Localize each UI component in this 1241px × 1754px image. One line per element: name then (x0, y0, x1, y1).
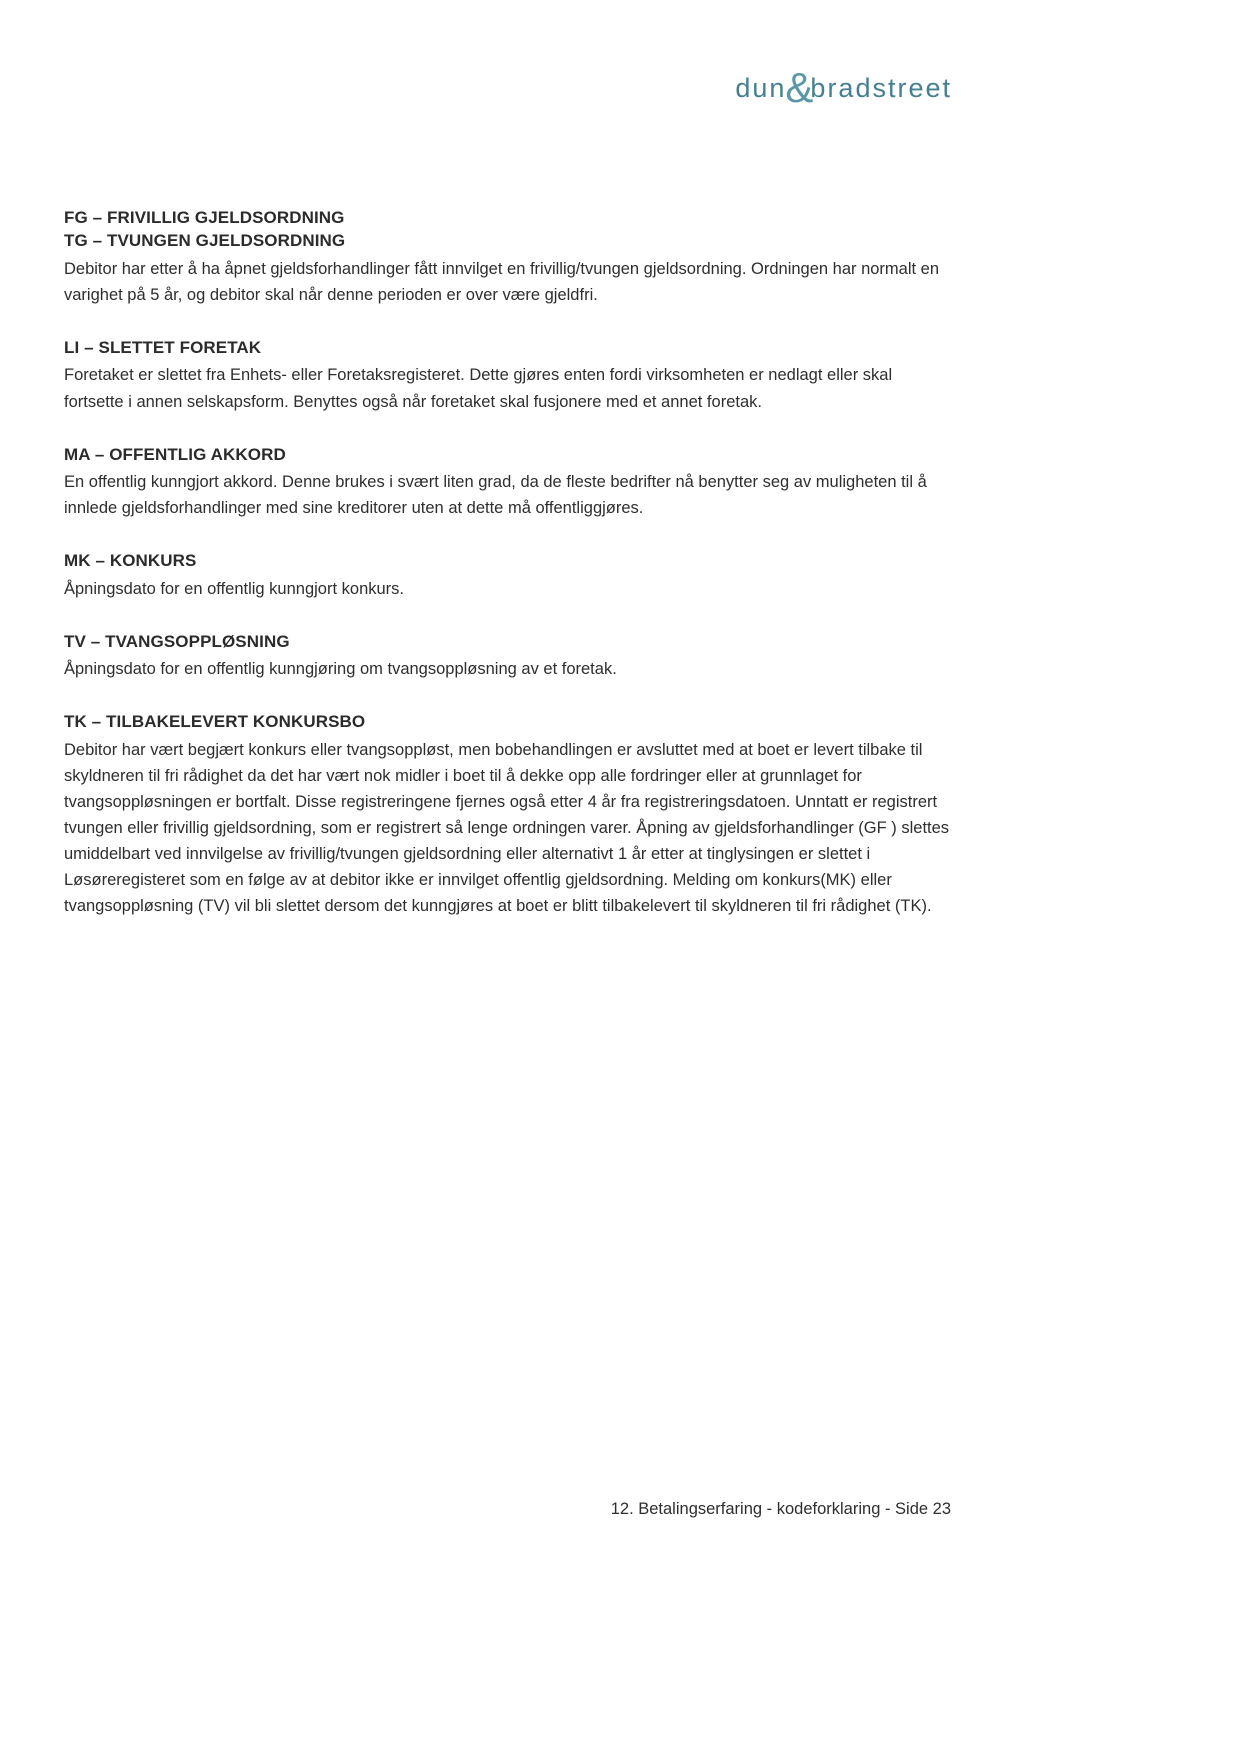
section-body-li: Foretaket er slettet fra Enhets- eller Foretaksregisteret. Dette gjøres enten fordi virksomheten er nedlagt eller skal fortsette i annen selskapsform. Benyttes også når foretaket skal fusjonere med et annet foretak. (64, 366, 893, 411)
section-heading-tg: TG – TVUNGEN GJELDSORDNING (64, 231, 346, 251)
section-li (64, 336, 952, 415)
section-heading-tv: TV – TVANGSOPPLØSNING (64, 631, 290, 651)
section-heading-fg: FG – FRIVILLIG GJELDSORDNING (64, 208, 345, 227)
section-heading-tk: TK – TILBAKELEVERT KONKURSBO (64, 712, 366, 732)
logo-ampersand-icon: & (785, 64, 814, 111)
document-page (64, 0, 952, 947)
logo-text-dun: dun (735, 73, 787, 103)
page-footer: 12. Betalingserfaring - kodeforklaring - Side 23 (610, 1500, 951, 1518)
section-ma (64, 443, 952, 522)
logo-text-bradstreet: bradstreet (810, 73, 952, 103)
section-body-ma: En offentlig kunngjort akkord. Denne brukes i svært liten grad, da de fleste bedrifter nå benytter seg av muligheten til å innlede gjeldsforhandlinger med sine kreditorer uten at dette må offentliggjøres. (64, 473, 927, 518)
section-body-tv: Åpningsdato for en offentlig kunngjøring om tvangsoppløsning av et foretak. (64, 660, 617, 679)
document-body (64, 206, 952, 919)
logo-row (64, 64, 952, 114)
dun-bradstreet-logo (735, 64, 952, 111)
section-tk (64, 710, 952, 919)
section-heading-li: LI – SLETTET FORETAK (64, 338, 262, 358)
section-tv (64, 630, 952, 683)
section-mk (64, 549, 952, 602)
section-body-mk: Åpningsdato for en offentlig kunngjort konkurs. (64, 579, 404, 598)
section-heading-ma: MA – OFFENTLIG AKKORD (64, 444, 286, 464)
section-heading-mk: MK – KONKURS (64, 551, 197, 571)
section-body-tk: Debitor har vært begjært konkurs eller tvangsoppløst, men bobehandlingen er avsluttet med at boet er levert tilbake til skyldneren til fri rådighet da det har vært nok midler i boet til å dekke opp alle fordringer eller at grunnlaget for tvangsoppløsningen er bortfalt. Disse registreringene fjernes også etter 4 år fra registreringsdatoen. Unntatt er registrert tvungen eller frivillig gjeldsordning, som er registrert så lenge ordningen varer. Åpning av gjeldsforhandlinger (GF ) slettes umiddelbart ved innvilgelse av frivillig/tvungen gjeldsordning eller alternativt 1 år etter at tinglysingen er slettet i Løsøreregisteret som en følge av at debitor ikke er innvilget offentlig gjeldsordning. Melding om konkurs(MK) eller tvangsoppløsning (TV) vil bli slettet dersom det kunngjøres at boet er blitt tilbakelevert til skyldneren til fri rådighet (TK). (64, 740, 950, 916)
section-fg-tg (64, 206, 952, 308)
section-body-fg-tg: Debitor har etter å ha åpnet gjeldsforhandlinger fått innvilget en frivillig/tvungen gjeldsordning. Ordningen har normalt en varighet på 5 år, og debitor skal når denne perioden er over være gjeldfri. (64, 259, 940, 304)
